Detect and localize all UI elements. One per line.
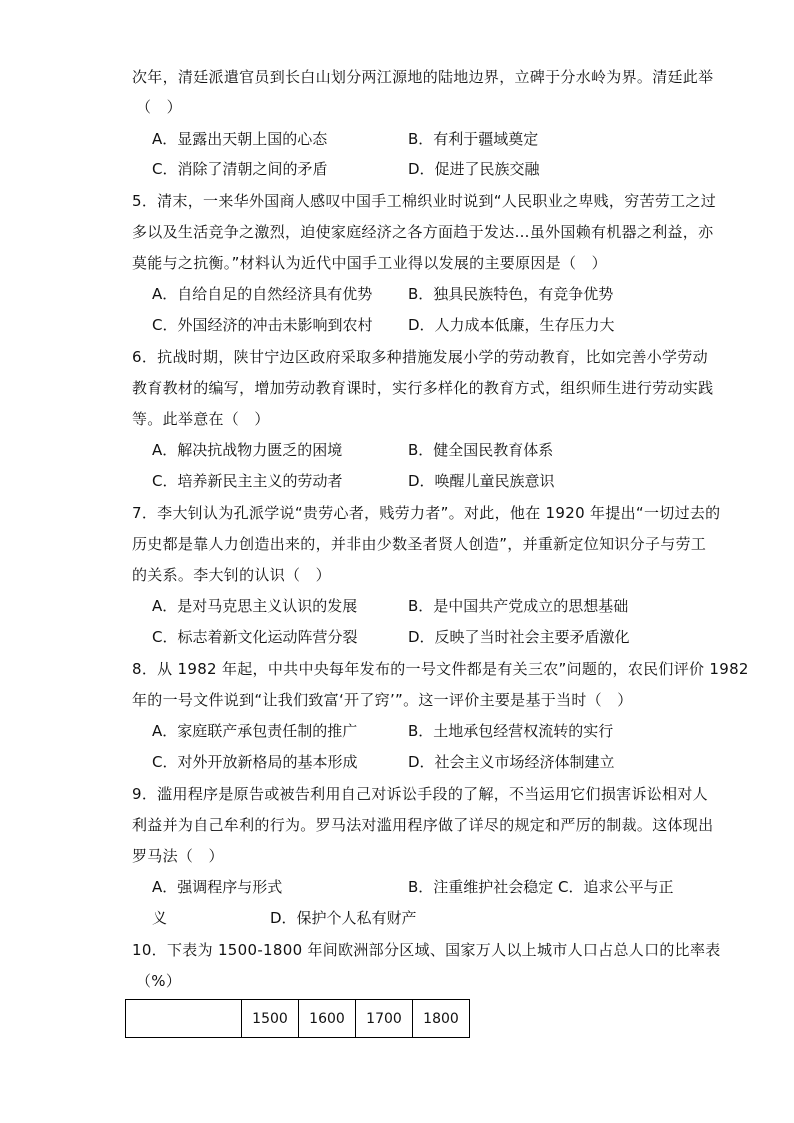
q6-option-d[interactable]: D．唤醒儿童民族意识 (408, 472, 555, 490)
q6-option-b[interactable]: B．健全国民教育体系 (408, 441, 554, 459)
q7-option-b[interactable]: B．是中国共产党成立的思想基础 (408, 597, 629, 615)
q5-option-c[interactable]: C．外国经济的冲击未影响到农村 (152, 316, 373, 334)
q6-option-a[interactable]: A．解决抗战物力匮乏的困境 (152, 441, 343, 459)
q9-stem-line: 罗马法（ ） (132, 847, 224, 865)
table-header-row (126, 1000, 470, 1038)
q8-option-c[interactable]: C．对外开放新格局的基本形成 (152, 753, 358, 771)
table-header-cell: 1800 (413, 1000, 470, 1038)
q7-stem-line: 7．李大钊认为孔派学说“贵劳心者，贱劳力者”。对此，他在 1920 年提出“一切过去的 (132, 504, 721, 522)
q6-option-c[interactable]: C．培养新民主主义的劳动者 (152, 472, 343, 490)
q7-option-a[interactable]: A．是对马克思主义认识的发展 (152, 597, 358, 615)
q8-option-a[interactable]: A．家庭联产承包责任制的推广 (152, 722, 358, 740)
q4-stem-line: 次年，清廷派遣官员到长白山划分两江源地的陆地边界，立碑于分水岭为界。清廷此举 (132, 68, 714, 86)
q10-unit-note: （%） (136, 972, 182, 990)
table-header-cell: 1500 (242, 1000, 299, 1038)
table-header-cell: 1700 (356, 1000, 413, 1038)
q9-option-d[interactable]: D．保护个人私有财产 (270, 909, 417, 927)
q5-stem-line: 莫能与之抗衡。”材料认为近代中国手工业得以发展的主要原因是（ ） (132, 254, 607, 272)
q6-stem-line: 6．抗战时期，陕甘宁边区政府采取多种措施发展小学的劳动教育，比如完善小学劳动 (132, 348, 708, 366)
q9-option-c-continued: 义 (152, 909, 168, 927)
population-ratio-table (125, 999, 470, 1038)
q8-stem-line: 8．从 1982 年起，中共中央每年发布的一号文件都是有关三农”问题的，农民们评价 1982 (132, 660, 749, 678)
q10-stem-line: 10．下表为 1500-1800 年间欧洲部分区域、国家万人以上城市人口占总人口的比率表 (132, 941, 721, 959)
q4-option-d[interactable]: D．促进了民族交融 (408, 160, 540, 178)
q8-option-d[interactable]: D．社会主义市场经济体制建立 (408, 753, 615, 771)
q7-option-d[interactable]: D．反映了当时社会主要矛盾激化 (408, 628, 630, 646)
q7-stem-line: 的关系。李大钊的认识（ ） (132, 566, 331, 584)
q5-option-a[interactable]: A．自给自足的自然经济具有优势 (152, 285, 373, 303)
table-header-cell: 1600 (299, 1000, 356, 1038)
q6-stem-line: 等。此举意在（ ） (132, 410, 270, 428)
q6-stem-line: 教育教材的编写，增加劳动教育课时，实行多样化的教育方式，组织师生进行劳动实践 (132, 379, 714, 397)
table-header-cell (126, 1000, 242, 1038)
q7-option-c[interactable]: C．标志着新文化运动阵营分裂 (152, 628, 358, 646)
q4-option-a[interactable]: A．显露出天朝上国的心态 (152, 130, 328, 148)
q7-stem-line: 历史都是靠人力创造出来的，并非由少数圣者贤人创造”，并重新定位知识分子与劳工 (132, 535, 707, 553)
q4-answer-bracket: （ ） (136, 98, 182, 116)
q9-option-a[interactable]: A．强调程序与形式 (152, 878, 283, 896)
q4-option-c[interactable]: C．消除了清朝之间的矛盾 (152, 160, 328, 178)
q5-option-b[interactable]: B．独具民族特色，有竞争优势 (408, 285, 614, 303)
q5-option-d[interactable]: D．人力成本低廉，生存压力大 (408, 316, 615, 334)
q9-option-b-c[interactable]: B．注重维护社会稳定 C．追求公平与正 (408, 878, 674, 896)
q4-option-b[interactable]: B．有利于疆域奠定 (408, 130, 539, 148)
q9-stem-line: 9．滥用程序是原告或被告利用自己对诉讼手段的了解，不当运用它们损害诉讼相对人 (132, 785, 708, 803)
q5-stem-line: 多以及生活竞争之激烈，迫使家庭经济之各方面趋于发达…虽外国赖有机器之利益，亦 (132, 223, 714, 241)
q8-stem-line: 年的一号文件说到“让我们致富‘开了窍’”。这一评价主要是基于当时（ ） (132, 691, 633, 709)
q9-stem-line: 利益并为自己牟利的行为。罗马法对滥用程序做了详尽的规定和严厉的制裁。这体现出 (132, 816, 714, 834)
q8-option-b[interactable]: B．土地承包经营权流转的实行 (408, 722, 614, 740)
q5-stem-line: 5．清末，一来华外国商人感叹中国手工棉织业时说到“人民职业之卑贱，穷苦劳工之过 (132, 192, 717, 210)
